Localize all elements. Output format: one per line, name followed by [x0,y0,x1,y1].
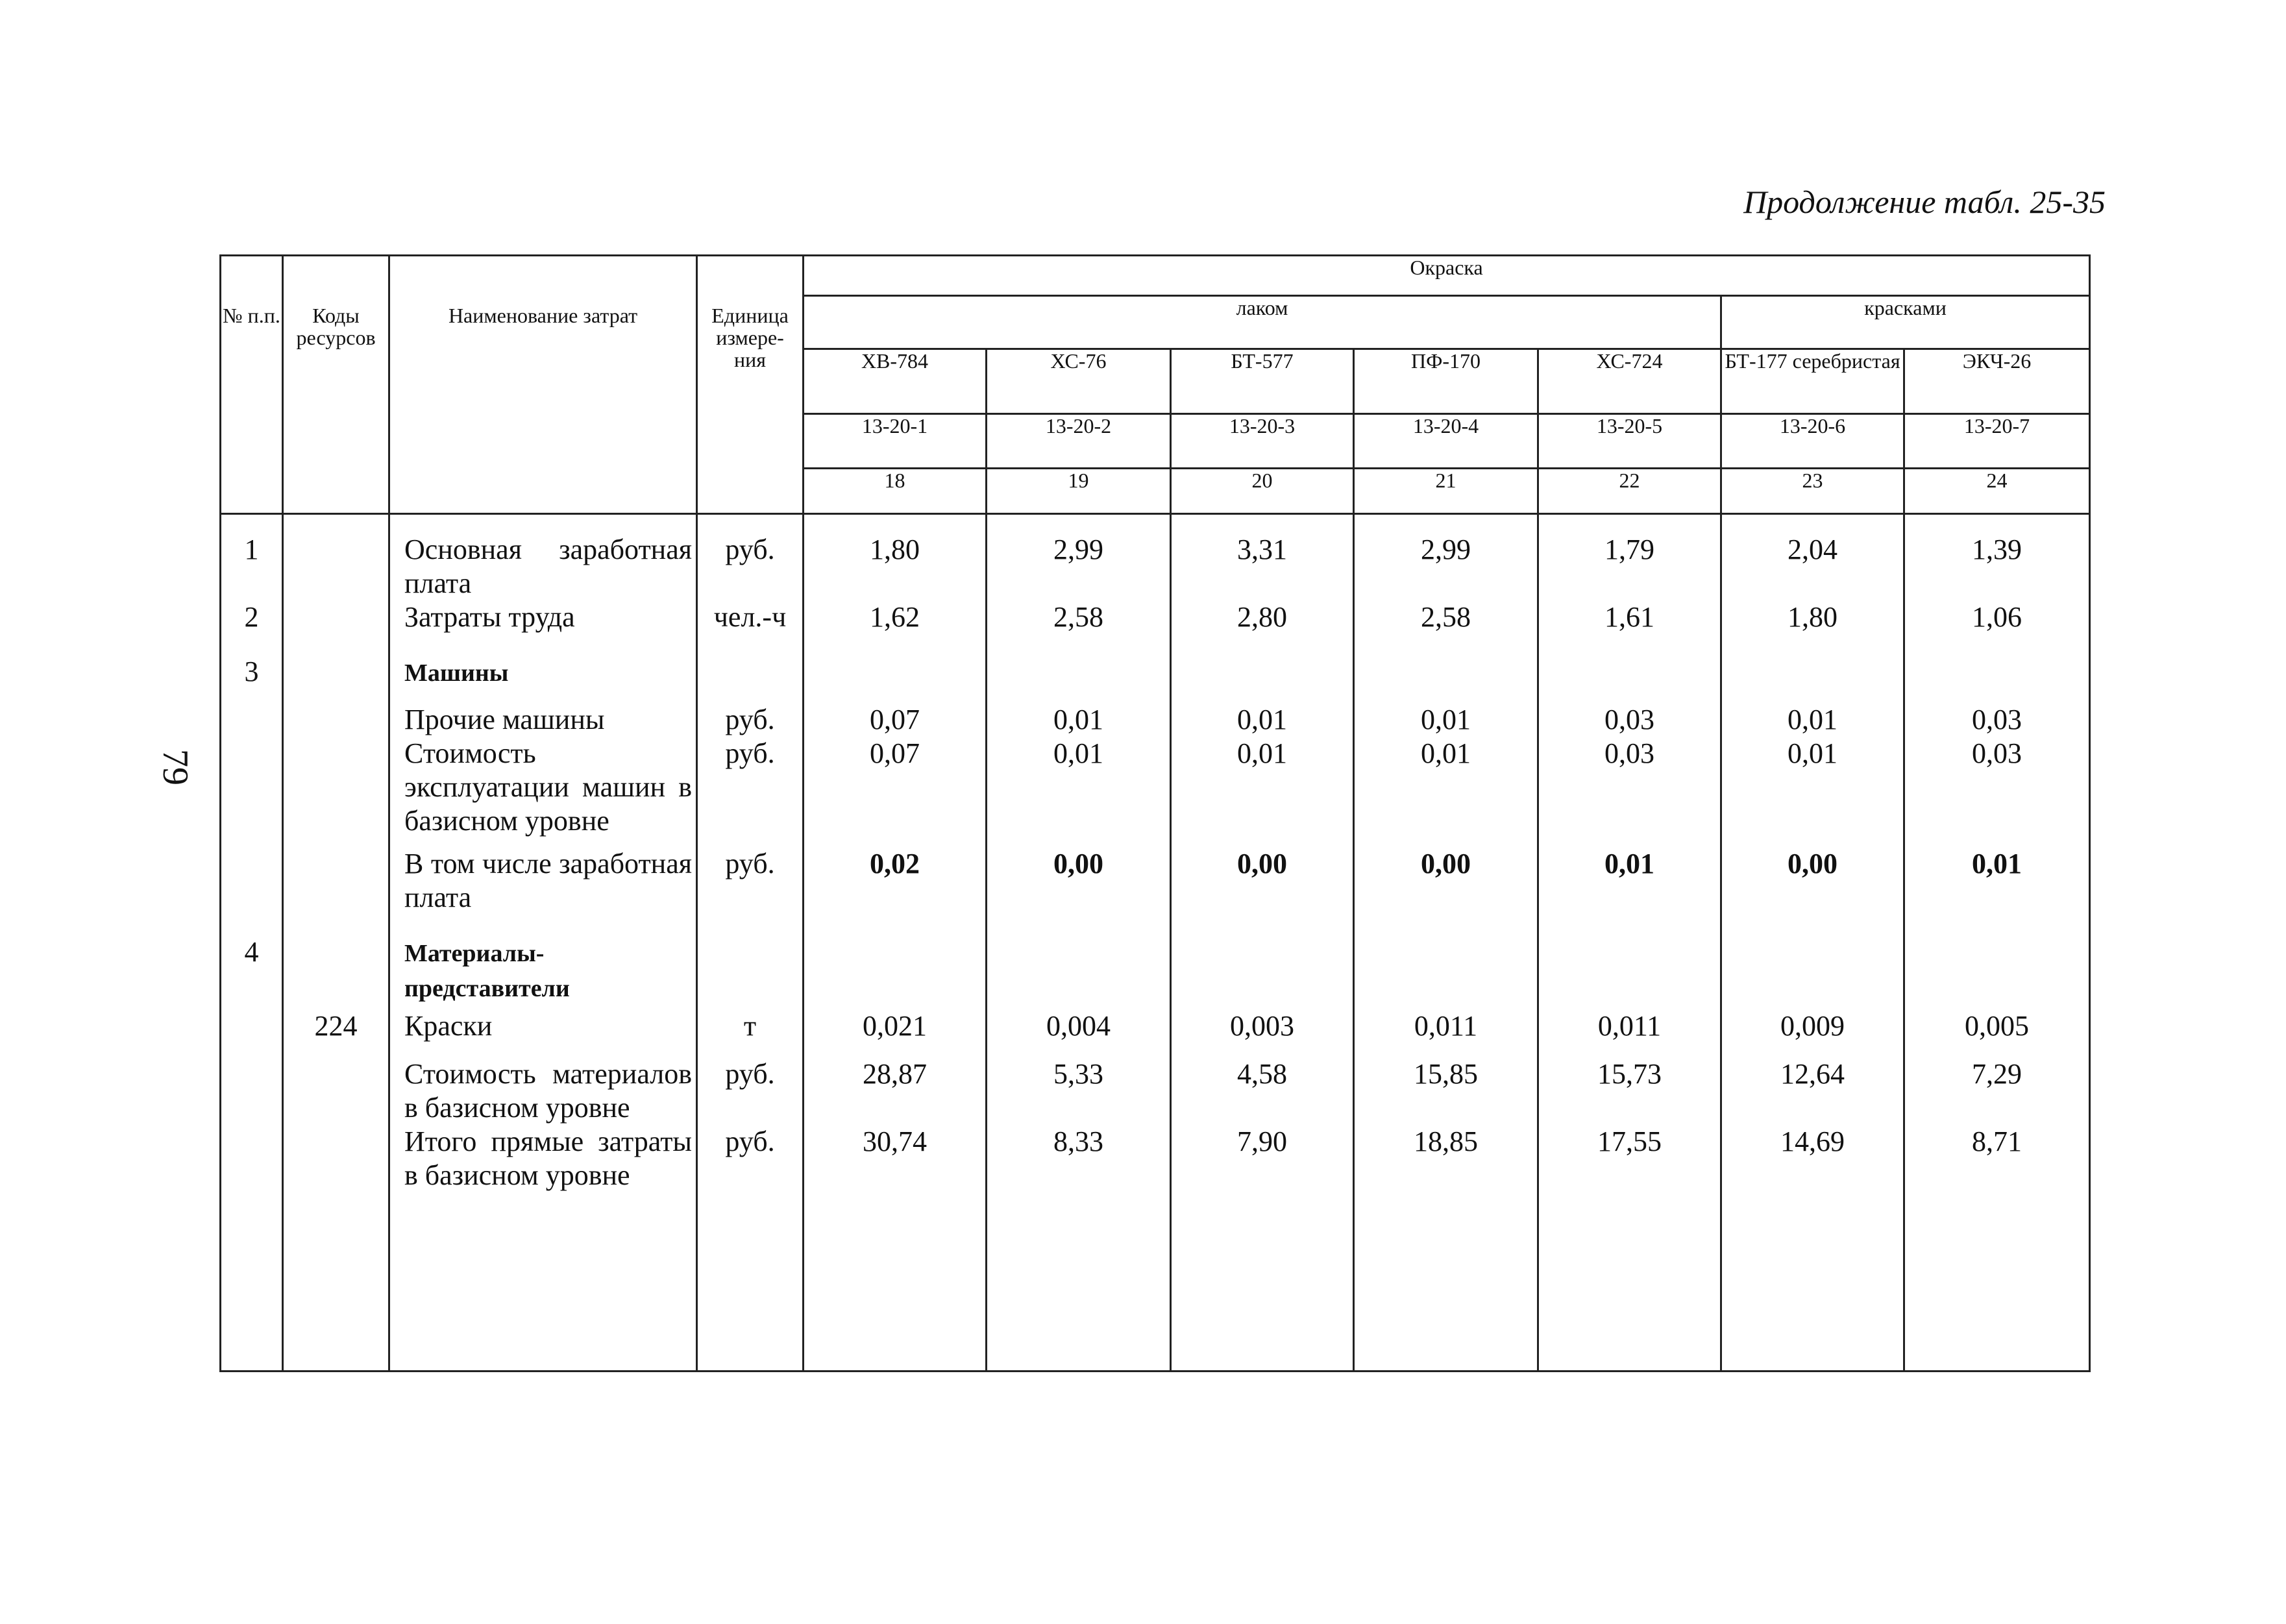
header-unit: Единица измере- ния [697,256,804,514]
row-code [283,703,389,737]
header-codes: Коды ресурсов [283,256,389,514]
header-col-code: 13-20-1 [804,414,987,469]
row-code: 224 [283,1009,389,1057]
table-cell [1171,935,1354,1009]
table-cell: 7,29 [1904,1057,2090,1125]
section-heading: Материалы-представители [404,940,570,1002]
table-cell: 14,69 [1721,1125,1904,1372]
header-group-painting: Окраска [804,256,2090,296]
table-body [221,514,2090,1372]
table-cell [1904,655,2090,703]
table-cell [1354,935,1538,1009]
table-cell: 0,011 [1538,1009,1721,1057]
row-unit: чел.-ч [697,600,804,655]
table-cell: 0,009 [1721,1009,1904,1057]
table-cell: 15,73 [1538,1057,1721,1125]
table-cell: 0,00 [1354,847,1538,935]
table-cell: 0,003 [1171,1009,1354,1057]
row-unit: руб. [697,514,804,601]
row-no: 3 [221,655,283,703]
table-cell: 1,06 [1904,600,2090,655]
row-no [221,1057,283,1125]
row-name: Стоимость материалов в базисном уровне [389,1057,697,1125]
row-code [283,935,389,1009]
row-name: В том числе заработная плата [389,847,697,935]
header-col-code: 13-20-5 [1538,414,1721,469]
table-cell: 8,33 [987,1125,1171,1372]
row-name: Краски [389,1009,697,1057]
table-cell: 30,74 [804,1125,987,1372]
table-cell: 1,80 [804,514,987,601]
table-cell: 0,00 [1171,847,1354,935]
row-no: 2 [221,600,283,655]
table-cell: 0,021 [804,1009,987,1057]
row-unit [697,655,804,703]
table-cell: 0,01 [987,703,1171,737]
table-cell: 17,55 [1538,1125,1721,1372]
header-col-name: БТ-577 [1171,349,1354,414]
header-group-lacquer: лаком [804,296,1721,349]
row-code [283,1057,389,1125]
row-unit: руб. [697,1125,804,1372]
header-col-index: 18 [804,469,987,514]
header-col-name: ПФ-170 [1354,349,1538,414]
table-cell: 0,01 [1538,847,1721,935]
table-cell: 2,04 [1721,514,1904,601]
table-cell: 18,85 [1354,1125,1538,1372]
table-cell: 2,58 [987,600,1171,655]
row-code [283,737,389,847]
page-number: 79 [155,749,195,785]
header-col-index: 19 [987,469,1171,514]
table-cell [1354,655,1538,703]
table-cell: 2,99 [987,514,1171,601]
row-code [283,847,389,935]
row-unit: руб. [697,847,804,935]
table-cell: 0,01 [1171,737,1354,847]
row-code [283,655,389,703]
table-cell: 2,99 [1354,514,1538,601]
header-col-name: ХС-76 [987,349,1171,414]
cost-table [219,254,2091,1372]
header-col-name: БТ-177 серебристая [1721,349,1904,414]
table-cell: 28,87 [804,1057,987,1125]
header-col-index: 24 [1904,469,2090,514]
row-name [389,655,697,703]
header-name: Наименование затрат [389,256,697,514]
table-cell: 8,71 [1904,1125,2090,1372]
table-cell: 0,07 [804,737,987,847]
row-name: Стоимость эксплуатации машин в базисном уровне [389,737,697,847]
header-col-code: 13-20-6 [1721,414,1904,469]
header-col-code: 13-20-2 [987,414,1171,469]
row-no: 1 [221,514,283,601]
table-cell: 0,01 [1354,703,1538,737]
table-cell [1171,655,1354,703]
table-cell: 0,01 [1354,737,1538,847]
row-no [221,703,283,737]
table-cell: 1,80 [1721,600,1904,655]
table-header [221,256,2090,514]
section-heading: Машины [404,659,509,687]
table-cell: 0,03 [1538,703,1721,737]
table-cell [1904,935,2090,1009]
table-cell: 0,01 [1171,703,1354,737]
header-col-code: 13-20-4 [1354,414,1538,469]
row-unit [697,935,804,1009]
table-cell [1538,655,1721,703]
table-cell [987,935,1171,1009]
header-col-index: 22 [1538,469,1721,514]
table-cell: 15,85 [1354,1057,1538,1125]
row-code [283,1125,389,1372]
row-no [221,1125,283,1372]
row-unit: т [697,1009,804,1057]
table-cell: 0,03 [1904,737,2090,847]
table-cell [804,935,987,1009]
table-cell: 0,07 [804,703,987,737]
table-cell: 0,01 [1721,737,1904,847]
table-cell: 0,03 [1538,737,1721,847]
table-cell: 0,01 [1904,847,2090,935]
header-col-code: 13-20-3 [1171,414,1354,469]
header-no: № п.п. [221,256,283,514]
table-cell: 0,02 [804,847,987,935]
row-no [221,737,283,847]
header-col-name: ЭКЧ-26 [1904,349,2090,414]
row-unit: руб. [697,703,804,737]
row-name: Основная заработная плата [389,514,697,601]
row-code [283,600,389,655]
table-caption: Продолжение табл. 25-35 [1743,184,2106,220]
table-cell: 4,58 [1171,1057,1354,1125]
table-cell [1538,935,1721,1009]
row-no: 4 [221,935,283,1009]
table-cell: 1,62 [804,600,987,655]
table-cell: 5,33 [987,1057,1171,1125]
table-cell [987,655,1171,703]
row-unit: руб. [697,1057,804,1125]
row-name [389,935,697,1009]
table-cell: 0,004 [987,1009,1171,1057]
table-cell: 0,00 [987,847,1171,935]
table-cell [1721,935,1904,1009]
row-no [221,847,283,935]
table-cell: 2,80 [1171,600,1354,655]
header-col-code: 13-20-7 [1904,414,2090,469]
header-col-index: 21 [1354,469,1538,514]
table-cell: 12,64 [1721,1057,1904,1125]
row-name: Прочие машины [389,703,697,737]
header-col-name: ХС-724 [1538,349,1721,414]
table-cell: 0,01 [1721,703,1904,737]
table-cell: 2,58 [1354,600,1538,655]
row-unit: руб. [697,737,804,847]
table-cell: 0,011 [1354,1009,1538,1057]
table-cell: 7,90 [1171,1125,1354,1372]
table-cell: 0,03 [1904,703,2090,737]
row-code [283,514,389,601]
header-col-index: 20 [1171,469,1354,514]
row-name: Затраты труда [389,600,697,655]
row-no [221,1009,283,1057]
table-cell [1721,655,1904,703]
table-cell: 0,005 [1904,1009,2090,1057]
table-cell: 1,61 [1538,600,1721,655]
header-col-name: ХВ-784 [804,349,987,414]
table-cell: 0,00 [1721,847,1904,935]
table-cell: 1,79 [1538,514,1721,601]
header-col-index: 23 [1721,469,1904,514]
table-cell: 0,01 [987,737,1171,847]
table-cell: 1,39 [1904,514,2090,601]
table-cell [804,655,987,703]
table-cell: 3,31 [1171,514,1354,601]
row-name: Итого прямые затраты в базисном уровне [389,1125,697,1372]
header-group-paints: красками [1721,296,2090,349]
